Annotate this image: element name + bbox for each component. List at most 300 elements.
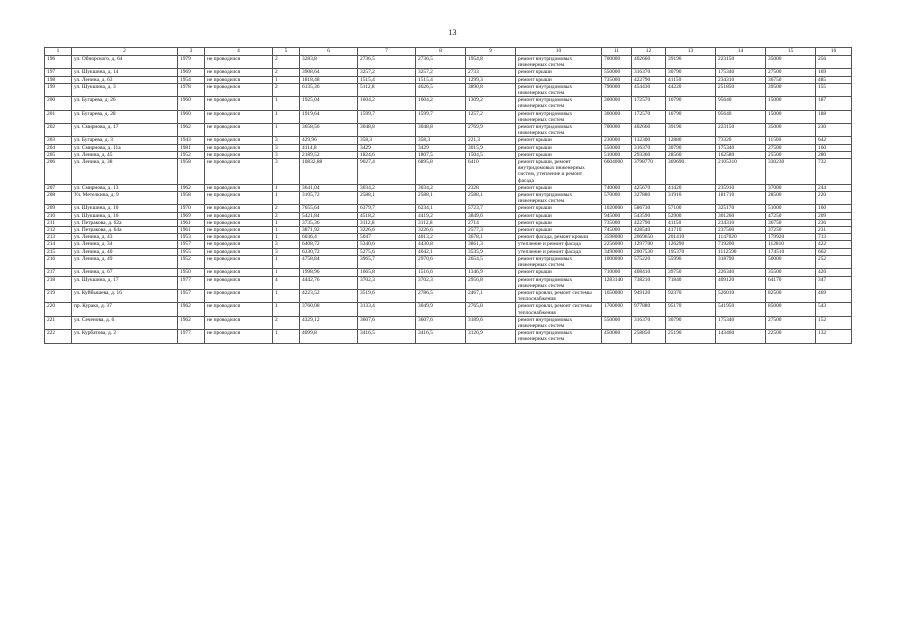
cell-row-index: 206 <box>45 159 72 185</box>
cell-fund-cost: 408410 <box>632 269 666 276</box>
cell-fund-cost: 172570 <box>632 110 666 123</box>
cell-apartments-area: 3890,8 <box>466 83 516 96</box>
cell-last-repair: не проводился <box>205 227 273 234</box>
cell-budget-cost: 369690 <box>666 159 716 185</box>
cell-row-index: 199 <box>45 83 72 96</box>
cell-unit-cost: 662 <box>816 248 852 255</box>
cell-unit-cost: 188 <box>816 110 852 123</box>
cell-budget-cost: 41150 <box>666 219 716 226</box>
cell-unit-cost: 220 <box>816 192 852 205</box>
column-number-5: 5 <box>273 48 300 56</box>
cell-repair-type: ремонт крыши <box>516 227 602 234</box>
column-number-2: 2 <box>72 48 178 56</box>
cell-total-area: 3658,56 <box>300 124 358 137</box>
cell-total-cost: 3490000 <box>602 248 632 255</box>
cell-owners-cost: 112810 <box>766 241 816 248</box>
cell-total-area: 3283,8 <box>300 56 358 69</box>
cell-row-index: 211 <box>45 219 72 226</box>
cell-unit-cost: 187 <box>816 97 852 110</box>
cell-last-repair: не проводился <box>205 151 273 158</box>
cell-last-repair: не проводился <box>205 219 273 226</box>
cell-fund-cost: 586730 <box>632 205 666 212</box>
cell-repair-type: ремонт внутридомовых инженерных систем <box>516 316 602 329</box>
cell-owners-cost: 35000 <box>766 124 816 137</box>
cell-floors: 2 <box>273 56 300 69</box>
cell-last-repair: не проводился <box>205 234 273 241</box>
cell-total-cost: 300000 <box>602 110 632 123</box>
cell-total-area: 3105,72 <box>300 192 358 205</box>
cell-total-area: 6135,36 <box>300 83 358 96</box>
cell-budget-cost: 16790 <box>666 110 716 123</box>
cell-total-area: 1919,64 <box>300 110 358 123</box>
table-row <box>45 303 852 316</box>
cell-living-area: 3519,6 <box>358 289 416 302</box>
cell-last-repair: не проводился <box>205 255 273 268</box>
cell-total-cost: 790000 <box>602 83 632 96</box>
cell-fund-cost: 132300 <box>632 137 666 144</box>
cell-build-year: 1979 <box>178 56 205 69</box>
cell-total-cost: 550000 <box>602 144 632 151</box>
cell-total-area: 4442,76 <box>300 276 358 289</box>
cell-last-repair: не проводился <box>205 316 273 329</box>
cell-total-cost: 1700000 <box>602 303 632 316</box>
cell-apartments-area: 2765,8 <box>466 303 516 316</box>
cell-owners-cost: 27500 <box>766 144 816 151</box>
cell-budget-cost: 30790 <box>666 144 716 151</box>
cell-total-area: 4329,12 <box>300 316 358 329</box>
cell-unit-cost: 244 <box>816 184 852 191</box>
cell-repair-type: ремонт кровли, ремонт системы теплоснабжения <box>516 303 602 316</box>
cell-unit-cost: 160 <box>816 144 852 151</box>
cell-floors: 3 <box>273 137 300 144</box>
cell-address: ул. Ленина, д. 49 <box>72 255 178 268</box>
cell-living-area: 3048,8 <box>358 124 416 137</box>
cell-owners-cost: 15000 <box>766 110 816 123</box>
cell-local-cost: 175340 <box>716 69 766 76</box>
cell-build-year: 1978 <box>178 83 205 96</box>
cell-row-index: 205 <box>45 151 72 158</box>
cell-row-index: 210 <box>45 212 72 219</box>
cell-floors: 1 <box>273 110 300 123</box>
cell-address: ул. Смирнова, д. 11а <box>72 144 178 151</box>
cell-budget-cost: 39190 <box>666 124 716 137</box>
cell-row-index: 201 <box>45 110 72 123</box>
table-row <box>45 227 852 234</box>
cell-local-cost: 251850 <box>716 83 766 96</box>
cell-total-area: 1818,48 <box>300 76 358 83</box>
table-row <box>45 219 852 226</box>
cell-fund-cost: 316370 <box>632 69 666 76</box>
cell-owners-cost: 51000 <box>766 205 816 212</box>
cell-row-index: 216 <box>45 255 72 268</box>
cell-owners-cost: 27500 <box>766 316 816 329</box>
cell-build-year: 1943 <box>178 137 205 144</box>
cell-local-cost: 719200 <box>716 241 766 248</box>
page-number: 13 <box>448 28 457 37</box>
cell-total-area: 3871,92 <box>300 227 358 234</box>
cell-residential-area: 1599,7 <box>416 110 466 123</box>
cell-owners-cost: 39500 <box>766 83 816 96</box>
cell-budget-cost: 44220 <box>666 83 716 96</box>
table-row <box>45 212 852 219</box>
cell-address: ул. Шукшина, д. 17 <box>72 276 178 289</box>
cell-budget-cost: 41710 <box>666 227 716 234</box>
cell-residential-area: 6895,8 <box>416 159 466 185</box>
cell-owners-cost: 330230 <box>766 159 816 185</box>
cell-budget-cost: 57100 <box>666 205 716 212</box>
cell-total-cost: 570000 <box>602 192 632 205</box>
cell-floors: 1 <box>273 184 300 191</box>
cell-repair-type: утепление и ремонт фасада <box>516 248 602 255</box>
cell-total-cost: 700000 <box>602 124 632 137</box>
cell-apartments-area: 1299,3 <box>466 76 516 83</box>
cell-total-cost: 230000 <box>602 137 632 144</box>
cell-budget-cost: 41420 <box>666 184 716 191</box>
cell-repair-type: ремонт кровли, ремонт системы теплоснабжения <box>516 289 602 302</box>
cell-row-index: 197 <box>45 69 72 76</box>
cell-address: ул. Ленина, д. 38 <box>72 159 178 185</box>
cell-local-cost: 318790 <box>716 255 766 268</box>
cell-build-year: 1955 <box>178 248 205 255</box>
cell-floors: 2 <box>273 316 300 329</box>
cell-total-area: 1998,96 <box>300 269 358 276</box>
table-row <box>45 289 852 302</box>
cell-living-area: 3965,7 <box>358 255 416 268</box>
cell-apartments-area: 2328 <box>466 184 516 191</box>
cell-residential-area: 4013,2 <box>416 234 466 241</box>
cell-living-area: 1824,6 <box>358 151 416 158</box>
cell-total-area: 6408,72 <box>300 241 358 248</box>
cell-floors: 1 <box>273 124 300 137</box>
cell-total-area: 4114,8 <box>300 144 358 151</box>
cell-build-year: 1962 <box>178 184 205 191</box>
column-number-8: 8 <box>416 48 466 56</box>
cell-total-cost: 550000 <box>602 316 632 329</box>
cell-last-repair: не проводился <box>205 330 273 343</box>
cell-living-area: 5112,8 <box>358 83 416 96</box>
cell-repair-type: ремонт фасада, ремонт кровли <box>516 234 602 241</box>
cell-unit-cost: 280 <box>816 151 852 158</box>
cell-unit-cost: 209 <box>816 212 852 219</box>
cell-total-cost: 700000 <box>602 56 632 69</box>
cell-build-year: 1961 <box>178 227 205 234</box>
cell-address: ул. Шукшина, д. 14 <box>72 69 178 76</box>
cell-fund-cost: 402660 <box>632 56 666 69</box>
cell-floors: 3 <box>273 144 300 151</box>
cell-floors: 1 <box>273 255 300 268</box>
cell-total-cost: 2256000 <box>602 241 632 248</box>
table-row <box>45 205 852 212</box>
cell-address: ул. Ленина, д. 43 <box>72 234 178 241</box>
cell-residential-area: 4419,2 <box>416 212 466 219</box>
cell-budget-cost: 30790 <box>666 69 716 76</box>
cell-fund-cost: 575220 <box>632 255 666 268</box>
cell-apartments-area: 1257,2 <box>466 110 516 123</box>
cell-local-cost: 143460 <box>716 330 766 343</box>
cell-residential-area: 4042,1 <box>416 248 466 255</box>
cell-fund-cost: 316370 <box>632 144 666 151</box>
column-number-6: 6 <box>300 48 358 56</box>
cell-total-area: 3908,64 <box>300 69 358 76</box>
cell-address: ул. Петракова, д. 62а <box>72 219 178 226</box>
cell-owners-cost: 174510 <box>766 248 816 255</box>
cell-living-area: 1599,7 <box>358 110 416 123</box>
cell-fund-cost: 543590 <box>632 212 666 219</box>
cell-budget-cost: 41150 <box>666 76 716 83</box>
cell-unit-cost: 543 <box>816 303 852 316</box>
cell-budget-cost: 126290 <box>666 241 716 248</box>
cell-last-repair: не проводился <box>205 192 273 205</box>
cell-total-area: 7655,64 <box>300 205 358 212</box>
cell-residential-area: 2736,5 <box>416 56 466 69</box>
cell-row-index: 222 <box>45 330 72 343</box>
cell-fund-cost: 422790 <box>632 219 666 226</box>
cell-local-cost: 325170 <box>716 205 766 212</box>
cell-residential-area: 1515,4 <box>416 76 466 83</box>
cell-owners-cost: 179920 <box>766 234 816 241</box>
cell-repair-type: ремонт крыши <box>516 144 602 151</box>
cell-address: ул. Шукшина, д. 16 <box>72 212 178 219</box>
cell-apartments-area: 2654,5 <box>466 255 516 268</box>
cell-total-area: 4099,8 <box>300 330 358 343</box>
cell-total-area: 4758,84 <box>300 255 358 268</box>
cell-row-index: 207 <box>45 184 72 191</box>
cell-fund-cost: 293360 <box>632 151 666 158</box>
cell-row-index: 204 <box>45 144 72 151</box>
cell-unit-cost: 713 <box>816 234 852 241</box>
cell-floors: 2 <box>273 205 300 212</box>
cell-owners-cost: 85000 <box>766 303 816 316</box>
cell-local-cost: 223150 <box>716 124 766 137</box>
cell-repair-type: ремонт крыши <box>516 76 602 83</box>
cell-owners-cost: 36750 <box>766 76 816 83</box>
cell-build-year: 1969 <box>178 212 205 219</box>
cell-fund-cost: 327880 <box>632 192 666 205</box>
cell-owners-cost: 37000 <box>766 184 816 191</box>
cell-floors: 3 <box>273 151 300 158</box>
cell-residential-area: 3112,8 <box>416 219 466 226</box>
cell-repair-type: ремонт крыши <box>516 269 602 276</box>
cell-local-cost: 2105310 <box>716 159 766 185</box>
cell-residential-area: 6234,1 <box>416 205 466 212</box>
cell-owners-cost: 50000 <box>766 255 816 268</box>
table-row <box>45 124 852 137</box>
cell-unit-cost: 231 <box>816 227 852 234</box>
cell-last-repair: не проводился <box>205 269 273 276</box>
cell-living-area: 3429 <box>358 144 416 151</box>
table-row <box>45 144 852 151</box>
cell-row-index: 221 <box>45 316 72 329</box>
cell-address: Ул. Метелкина, д. 9 <box>72 192 178 205</box>
cell-build-year: 1952 <box>178 255 205 268</box>
cell-repair-type: ремонт внутридомовых инженерных систем <box>516 56 602 69</box>
cell-unit-cost: 732 <box>816 159 852 185</box>
table-row <box>45 97 852 110</box>
cell-living-area: 3034,2 <box>358 184 416 191</box>
cell-residential-area: 358,3 <box>416 137 466 144</box>
column-number-7: 7 <box>358 48 416 56</box>
cell-living-area: 358,3 <box>358 137 416 144</box>
cell-row-index: 214 <box>45 241 72 248</box>
cell-total-area: 3760,08 <box>300 303 358 316</box>
cell-owners-cost: 35000 <box>766 56 816 69</box>
cell-fund-cost: 738210 <box>632 276 666 289</box>
cell-address: ул. Ленина, д. 63 <box>72 76 178 83</box>
cell-total-cost: 1650000 <box>602 289 632 302</box>
cell-build-year: 1954 <box>178 76 205 83</box>
cell-fund-cost: 402660 <box>632 124 666 137</box>
cell-local-cost: 223150 <box>716 56 766 69</box>
column-number-13: 13 <box>666 48 716 56</box>
cell-total-area: 6330,72 <box>300 248 358 255</box>
cell-last-repair: не проводился <box>205 56 273 69</box>
cell-total-area: 3641,04 <box>300 184 358 191</box>
cell-last-repair: не проводился <box>205 144 273 151</box>
cell-last-repair: не проводился <box>205 137 273 144</box>
cell-build-year: 1981 <box>178 144 205 151</box>
cell-residential-area: 3257,2 <box>416 69 466 76</box>
cell-fund-cost: 1297700 <box>632 241 666 248</box>
cell-address: ул. Ленина, д. 67 <box>72 269 178 276</box>
cell-living-area: 3257,2 <box>358 69 416 76</box>
cell-repair-type: ремонт крыши <box>516 137 602 144</box>
cell-local-cost: 526010 <box>716 289 766 302</box>
cell-owners-cost: 37250 <box>766 227 816 234</box>
cell-apartments-area: 6410 <box>466 159 516 185</box>
cell-address: ул. Шукшина, д. 3 <box>72 83 178 96</box>
cell-fund-cost: 172570 <box>632 97 666 110</box>
cell-build-year: 1957 <box>178 289 205 302</box>
cell-local-cost: 162580 <box>716 151 766 158</box>
cell-living-area: 3133,4 <box>358 303 416 316</box>
cell-budget-cost: 12880 <box>666 137 716 144</box>
cell-last-repair: не проводился <box>205 303 273 316</box>
cell-total-area: 1925,04 <box>300 97 358 110</box>
cell-budget-cost: 16790 <box>666 97 716 110</box>
cell-floors: 1 <box>273 76 300 83</box>
cell-local-cost: 1112590 <box>716 248 766 255</box>
cell-total-area: 5421,84 <box>300 212 358 219</box>
cell-build-year: 1957 <box>178 241 205 248</box>
cell-residential-area: 3034,2 <box>416 184 466 191</box>
table-row <box>45 184 852 191</box>
cell-owners-cost: 25500 <box>766 151 816 158</box>
cell-budget-cost: 39190 <box>666 56 716 69</box>
cell-last-repair: не проводился <box>205 83 273 96</box>
cell-repair-type: ремонт внутридомовых инженерных систем <box>516 192 602 205</box>
cell-budget-cost: 52900 <box>666 212 716 219</box>
cell-fund-cost: 454430 <box>632 83 666 96</box>
cell-unit-cost: 169 <box>816 69 852 76</box>
table-row <box>45 234 852 241</box>
cell-last-repair: не проводился <box>205 212 273 219</box>
cell-row-index: 196 <box>45 56 72 69</box>
cell-living-area: 5275,6 <box>358 248 416 255</box>
cell-apartments-area: 3861,3 <box>466 241 516 248</box>
cell-last-repair: не проводился <box>205 124 273 137</box>
cell-last-repair: не проводился <box>205 276 273 289</box>
cell-repair-type: ремонт внутридомовых инженерных систем <box>516 110 602 123</box>
cell-floors: 1 <box>273 97 300 110</box>
table-row <box>45 255 852 268</box>
cell-build-year: 1969 <box>178 69 205 76</box>
cell-apartments-area: 5723,7 <box>466 205 516 212</box>
cell-row-index: 208 <box>45 192 72 205</box>
cell-total-cost: 300000 <box>602 97 632 110</box>
cell-budget-cost: 95170 <box>666 303 716 316</box>
cell-living-area: 4518,2 <box>358 212 416 219</box>
housing-repair-table <box>44 47 852 344</box>
cell-apartments-area: 2467,1 <box>466 289 516 302</box>
cell-unit-cost: 642 <box>816 137 852 144</box>
cell-owners-cost: 64170 <box>766 276 816 289</box>
cell-owners-cost: 22500 <box>766 330 816 343</box>
cell-owners-cost: 47250 <box>766 212 816 219</box>
column-number-11: 11 <box>602 48 632 56</box>
cell-total-area: 4223,52 <box>300 289 358 302</box>
cell-floors: 1 <box>273 289 300 302</box>
cell-build-year: 1958 <box>178 159 205 185</box>
cell-apartments-area: 2733 <box>466 69 516 76</box>
cell-total-area: 3735,36 <box>300 219 358 226</box>
table-row <box>45 159 852 185</box>
cell-budget-cost: 25190 <box>666 330 716 343</box>
cell-fund-cost: 422790 <box>632 76 666 83</box>
cell-repair-type: ремонт внутридомовых инженерных систем <box>516 255 602 268</box>
cell-local-cost: 301260 <box>716 212 766 219</box>
cell-living-area: 2588,1 <box>358 192 416 205</box>
table-row <box>45 69 852 76</box>
cell-last-repair: не проводился <box>205 184 273 191</box>
cell-last-repair: не проводился <box>205 97 273 110</box>
table-row <box>45 269 852 276</box>
cell-total-cost: 735000 <box>602 219 632 226</box>
cell-row-index: 198 <box>45 76 72 83</box>
cell-living-area: 2736,5 <box>358 56 416 69</box>
table-row <box>45 248 852 255</box>
cell-local-cost: 73320 <box>716 137 766 144</box>
cell-total-area: 429,96 <box>300 137 358 144</box>
cell-living-area: 1515,4 <box>358 76 416 83</box>
cell-apartments-area: 2769,9 <box>466 124 516 137</box>
column-number-14: 14 <box>716 48 766 56</box>
cell-residential-area: 1604,2 <box>416 97 466 110</box>
cell-local-cost: 234310 <box>716 219 766 226</box>
cell-residential-area: 3429 <box>416 144 466 151</box>
cell-address: ул. Петракова, д. 64а <box>72 227 178 234</box>
cell-living-area: 9027,4 <box>358 159 416 185</box>
cell-unit-cost: 422 <box>816 241 852 248</box>
cell-residential-area: 2970,6 <box>416 255 466 268</box>
cell-total-cost: 945000 <box>602 212 632 219</box>
cell-local-cost: 95640 <box>716 97 766 110</box>
cell-local-cost: 175340 <box>716 316 766 329</box>
cell-budget-cost: 71840 <box>666 276 716 289</box>
cell-repair-type: ремонт крыши <box>516 184 602 191</box>
cell-local-cost: 1147020 <box>716 234 766 241</box>
cell-total-area: 2189,52 <box>300 151 358 158</box>
cell-total-cost: 510000 <box>602 151 632 158</box>
cell-row-index: 203 <box>45 137 72 144</box>
cell-local-cost: 226340 <box>716 269 766 276</box>
cell-owners-cost: 82500 <box>766 289 816 302</box>
table-row <box>45 316 852 329</box>
cell-build-year: 1970 <box>178 205 205 212</box>
cell-address: ул. Курбатова, д. 2 <box>72 330 178 343</box>
cell-build-year: 1958 <box>178 192 205 205</box>
cell-repair-type: ремонт внутридомовых инженерных систем <box>516 330 602 343</box>
cell-row-index: 217 <box>45 269 72 276</box>
